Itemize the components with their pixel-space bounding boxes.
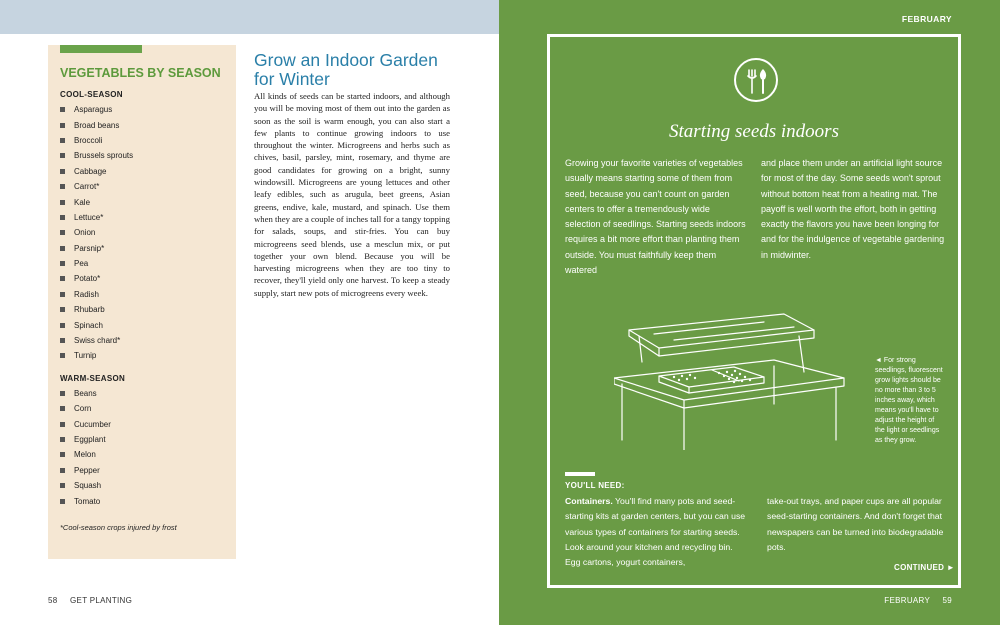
square-bullet-icon (60, 307, 65, 312)
vegetable-item (60, 386, 224, 401)
vegetable-item (60, 302, 224, 317)
right-page (499, 0, 1000, 625)
vegetable-name: Beans (74, 388, 97, 398)
vegetable-name: Corn (74, 404, 92, 414)
square-bullet-icon (60, 138, 65, 143)
square-bullet-icon (60, 292, 65, 297)
trowel-fork-icon (734, 58, 778, 102)
continued-label: CONTINUED ► (894, 563, 955, 572)
vegetable-item (60, 271, 224, 286)
square-bullet-icon (60, 184, 65, 189)
square-bullet-icon (60, 452, 65, 457)
vegetable-name: Lettuce* (74, 212, 104, 222)
vegetable-item (60, 447, 224, 462)
vegetable-item (60, 210, 224, 225)
square-bullet-icon (60, 276, 65, 281)
vegetable-name: Pepper (74, 465, 100, 475)
square-bullet-icon (60, 338, 65, 343)
vegetable-name: Brussels sprouts (74, 151, 134, 161)
box-text-column-1: Growing your favorite varieties of vegetables usually means starting some of them from seed, because you can't count on garden centers to offer a tremendously wide selection of seedlings. Starting seeds indoors requires a bit more effort than planting them outside. You must faithfully keep them watered (565, 158, 746, 276)
vegetable-name: Eggplant (74, 435, 106, 444)
vegetable-item (60, 117, 224, 132)
vegetable-name: Rhubarb (74, 305, 105, 315)
right-page-number: 59 (942, 596, 952, 605)
vegetable-item (60, 164, 224, 179)
vegetable-name: Tomato (74, 496, 101, 506)
vegetable-name: Radish (74, 289, 99, 299)
box-title: Starting seeds indoors (669, 121, 839, 142)
square-bullet-icon (60, 200, 65, 205)
vegetable-name: Turnip (74, 351, 97, 361)
warm-season-list (60, 386, 224, 509)
square-bullet-icon (60, 323, 65, 328)
vegetable-name: Melon (74, 450, 96, 460)
square-bullet-icon (60, 437, 65, 442)
vegetable-item (60, 256, 224, 271)
cool-season-list (60, 102, 224, 364)
vegetable-name: Spinach (74, 320, 103, 330)
sidebar-footnote: *Cool-season crops injured by frost (60, 522, 177, 532)
square-bullet-icon (60, 406, 65, 411)
seedling-light-illustration (614, 300, 864, 450)
containers-lead: Containers. (565, 496, 613, 506)
square-bullet-icon (60, 215, 65, 220)
vegetable-item (60, 225, 224, 240)
vegetable-name: Onion (74, 228, 96, 238)
square-bullet-icon (60, 422, 65, 427)
left-folio (48, 596, 132, 605)
box-text-column-2: and place them under an artificial light source for most of the day. Some seeds won't sprout without bottom heat from a heating mat. The payoff is well worth the effort, both in getting exactly the flavors you have been longing for and for the indulgence of vegetable gardening in midwinter. (761, 158, 945, 260)
illustration-caption: ◄ For strong seedlings, fluorescent grow lights should be no more than 3 to 5 inches away, which means you'll have to adjust the height of the light or seedlings as they grow. (875, 357, 943, 444)
vegetable-item (60, 348, 224, 363)
vegetable-item (60, 463, 224, 478)
warm-season-heading: WARM-SEASON (60, 373, 126, 383)
vegetable-item (60, 478, 224, 493)
vegetable-item (60, 241, 224, 256)
right-section-name: FEBRUARY (884, 596, 930, 605)
vegetable-name: Carrot* (74, 182, 100, 192)
square-bullet-icon (60, 483, 65, 488)
square-bullet-icon (60, 391, 65, 396)
right-folio (884, 596, 952, 605)
article-title: Grow an Indoor Garden for Winter (254, 50, 438, 89)
vegetable-item (60, 179, 224, 194)
sidebar-accent-bar (60, 45, 142, 53)
vegetable-item (60, 401, 224, 416)
vegetable-item (60, 148, 224, 163)
vegetable-name: Parsnip* (74, 243, 105, 253)
youll-need-accent-bar (565, 472, 595, 476)
vegetable-item (60, 133, 224, 148)
square-bullet-icon (60, 246, 65, 251)
cool-season-heading: COOL-SEASON (60, 90, 123, 99)
vegetable-item (60, 194, 224, 209)
vegetable-name: Potato* (74, 274, 101, 284)
left-page-number: 58 (48, 596, 58, 605)
square-bullet-icon (60, 499, 65, 504)
left-section-name: GET PLANTING (70, 596, 133, 605)
vegetable-item (60, 287, 224, 302)
square-bullet-icon (60, 107, 65, 112)
month-header: FEBRUARY (901, 14, 952, 24)
square-bullet-icon (60, 123, 65, 128)
article-body: All kinds of seeds can be started indoors, and although you will be moving most of them out into the garden as soon as the soil is warm enough, you can also start a few plants to continue growing indoors to use throughout the winter. Microgreens and herbs such as chives, basil, parsley, mint, rosemary, and thyme are good candidates for growing on a bright, sunny windowsill. Microgreens are young lettuces and other leafy edibles, such as arugula, beet greens, Asian greens, endive, kale, mustard, and spinach. Use them when they are a couple of inches tall for a tangy topping for salads, soups, and stir-fries. You can buy microgreens seed blends, use a mesclun mix, or put together your own blend. Because you will be harvesting microgreens when they are too tiny to recover, they'll yield only one harvest. To keep a steady supply, start new pots of microgreens every week. (254, 91, 450, 298)
vegetable-item (60, 102, 224, 117)
vegetable-item (60, 333, 224, 348)
youll-need-heading: YOU'LL NEED: (565, 481, 625, 490)
vegetable-name: Pea (74, 259, 89, 269)
left-page (0, 0, 499, 625)
youll-need-column-2: take-out trays, and paper cups are all popular seed-starting containers. And don't forget that newspapers can be turned into biodegradable pots. (767, 496, 944, 552)
vegetable-item (60, 493, 224, 508)
vegetable-name: Asparagus (74, 105, 113, 115)
vegetable-name: Broccoli (74, 135, 103, 145)
square-bullet-icon (60, 153, 65, 158)
top-band (0, 0, 499, 34)
vegetable-name: Cucumber (74, 419, 111, 429)
vegetable-name: Squash (74, 481, 102, 491)
vegetable-name: Broad beans (74, 120, 120, 130)
square-bullet-icon (60, 230, 65, 235)
square-bullet-icon (60, 169, 65, 174)
vegetable-name: Cabbage (74, 166, 107, 176)
square-bullet-icon (60, 468, 65, 473)
vegetable-name: Swiss chard* (74, 336, 121, 346)
vegetable-item (60, 432, 224, 447)
square-bullet-icon (60, 353, 65, 358)
vegetable-item (60, 416, 224, 431)
containers-text: You'll find many pots and seed-starting kits at garden centers, but you can use various types of containers for starting seeds. Look around your kitchen and recycling bin. Egg cartons, yogurt containers, (565, 496, 746, 568)
vegetable-item (60, 317, 224, 332)
vegetables-sidebar (48, 45, 236, 559)
square-bullet-icon (60, 261, 65, 266)
sidebar-title: VEGETABLES BY SEASON (60, 66, 221, 80)
youll-need-column-1 (565, 494, 747, 570)
vegetable-name: Kale (74, 197, 91, 207)
